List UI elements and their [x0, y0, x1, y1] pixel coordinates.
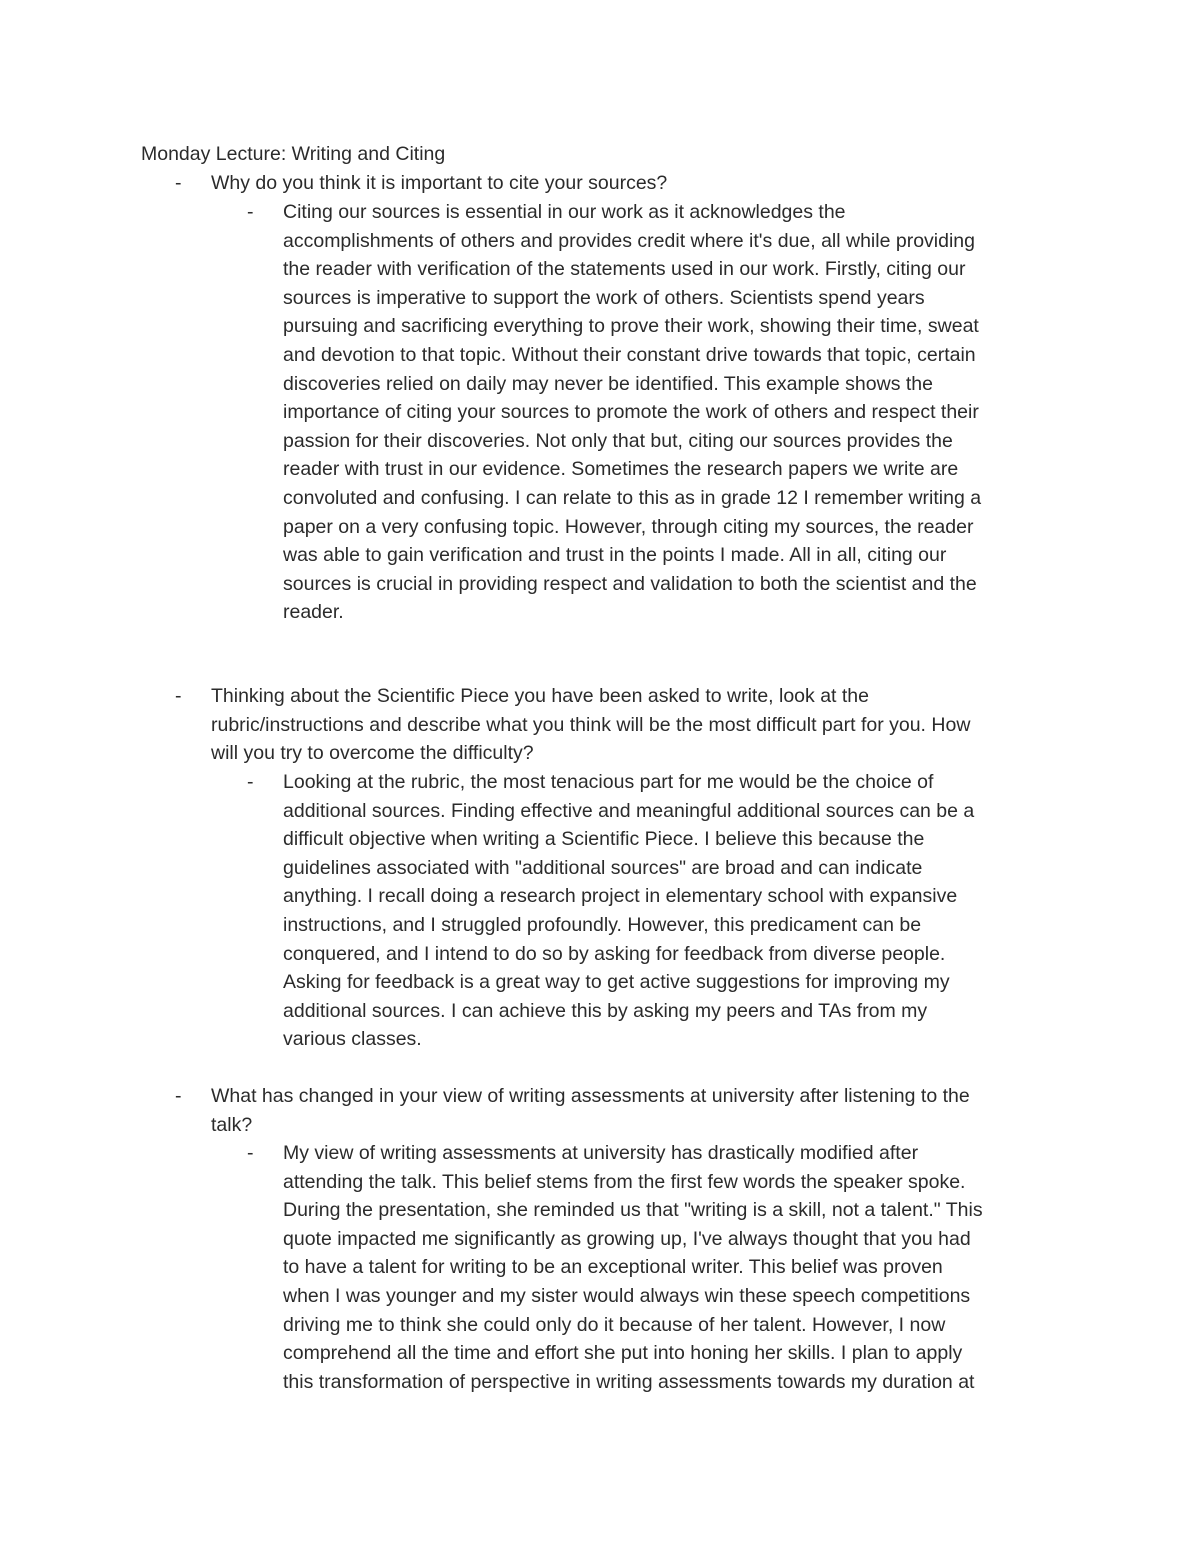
answer-line: additional sources. Finding effective and meaningful additional sources can be a: [283, 799, 975, 822]
question-line: will you try to overcome the difficulty?: [211, 742, 534, 765]
answer-line: attending the talk. This belief stems from the first few words the speaker spoke.: [283, 1170, 966, 1193]
answer-line: was able to gain verification and trust in the points I made. All in all, citing our: [283, 544, 947, 567]
answer-line: Looking at the rubric, the most tenacious part for me would be the choice of: [283, 771, 934, 793]
question-line: Thinking about the Scientific Piece you have been asked to write, look at the: [211, 685, 869, 707]
answer-line: Citing our sources is essential in our work as it acknowledges the: [283, 201, 846, 223]
question-bullet: -: [175, 172, 182, 194]
answer-line: this transformation of perspective in writing assessments towards my duration at: [283, 1370, 975, 1393]
question-line: Why do you think it is important to cite your sources?: [211, 172, 668, 194]
answer-line: During the presentation, she reminded us that "writing is a skill, not a talent." This: [283, 1199, 983, 1222]
answer-bullet: -: [247, 201, 254, 223]
answer-line: Asking for feedback is a great way to get active suggestions for improving my: [283, 971, 950, 994]
question-line: What has changed in your view of writing assessments at university after listening to the: [211, 1085, 970, 1107]
answer-line: various classes.: [283, 1028, 422, 1051]
question-text-1: [211, 169, 667, 198]
question-bullet: -: [175, 685, 182, 707]
answer-line: convoluted and confusing. I can relate to this as in grade 12 I remember writing a: [283, 486, 982, 509]
document-title: Monday Lecture: Writing and Citing: [141, 143, 446, 165]
question-bullet: -: [175, 1085, 182, 1107]
answer-line: the reader with verification of the statements used in our work. Firstly, citing our: [283, 258, 966, 281]
answer-line: My view of writing assessments at university has drastically modified after: [283, 1142, 919, 1164]
answer-line: sources is crucial in providing respect and validation to both the scientist and the: [283, 572, 977, 595]
answer-line: conquered, and I intend to do so by asking for feedback from diverse people.: [283, 942, 946, 965]
answer-line: and devotion to that topic. Without their constant drive towards that topic, certain: [283, 343, 976, 366]
answer-line: difficult objective when writing a Scientific Piece. I believe this because the: [283, 828, 925, 851]
answer-line: instructions, and I struggled profoundly. However, this predicament can be: [283, 913, 922, 936]
answer-line: to have a talent for writing to be an exceptional writer. This belief was proven: [283, 1256, 943, 1279]
question-text-2: [211, 682, 970, 768]
question-line: rubric/instructions and describe what you think will be the most difficult part for you. How: [211, 713, 971, 736]
answer-line: reader.: [283, 601, 344, 624]
answer-line: importance of citing your sources to promote the work of others and respect their: [283, 401, 979, 424]
answer-text-1: [283, 198, 981, 627]
answer-line: paper on a very confusing topic. However, through citing my sources, the reader: [283, 515, 974, 538]
answer-line: when I was younger and my sister would always win these speech competitions: [283, 1284, 971, 1307]
answer-line: comprehend all the time and effort she put into honing her skills. I plan to apply: [283, 1342, 963, 1365]
question-line: talk?: [211, 1113, 253, 1136]
answer-line: discoveries relied on daily may never be identified. This example shows the: [283, 372, 933, 395]
answer-line: passion for their discoveries. Not only that but, citing our sources provides the: [283, 429, 953, 452]
answer-line: quote impacted me significantly as growing up, I've always thought that you had: [283, 1227, 971, 1250]
answer-line: pursuing and sacrificing everything to prove their work, showing their time, sweat: [283, 315, 979, 338]
answer-line: guidelines associated with "additional sources" are broad and can indicate: [283, 856, 923, 879]
answer-line: additional sources. I can achieve this by asking my peers and TAs from my: [283, 999, 928, 1022]
answer-bullet: -: [247, 771, 254, 793]
answer-text-3: [283, 1139, 983, 1396]
answer-line: accomplishments of others and provides credit where it's due, all while providing: [283, 229, 975, 252]
answer-line: anything. I recall doing a research project in elementary school with expansive: [283, 885, 958, 908]
answer-line: sources is imperative to support the work of others. Scientists spend years: [283, 286, 925, 309]
answer-text-2: [283, 768, 974, 1054]
answer-line: driving me to think she could only do it because of her talent. However, I now: [283, 1313, 946, 1336]
question-text-3: [211, 1082, 970, 1139]
answer-bullet: -: [247, 1142, 254, 1164]
answer-line: reader with trust in our evidence. Sometimes the research papers we write are: [283, 458, 959, 481]
